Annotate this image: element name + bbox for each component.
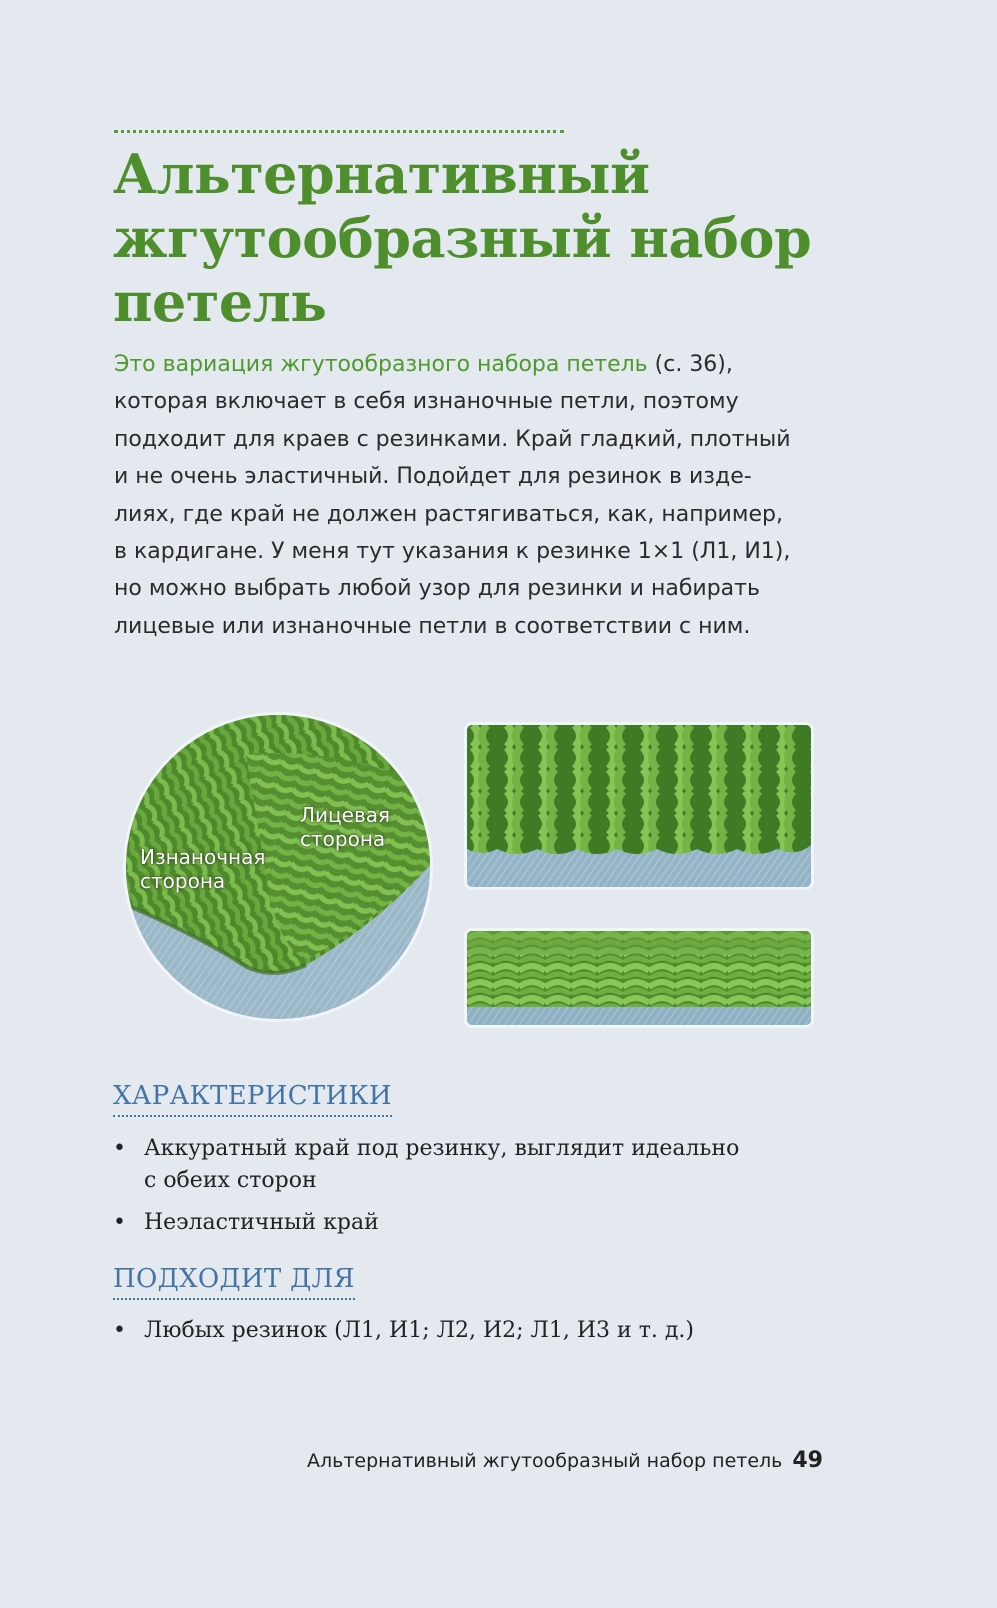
title-line: жгутообразный набор <box>113 206 812 270</box>
ribbing-front-photo <box>464 722 814 890</box>
edge-view-image <box>467 931 811 1025</box>
intro-line: и не очень эластичный. Подойдет для резинок в изде- <box>114 464 752 490</box>
bullet-icon: • <box>113 1318 126 1343</box>
label-line: Лицевая <box>300 803 391 827</box>
intro-line: которая включает в себя изнаночные петли, поэтому <box>114 389 739 415</box>
intro-paragraph <box>114 346 874 645</box>
suitable-list <box>113 1315 833 1357</box>
label-line: Изнаночная <box>140 845 266 869</box>
running-footer <box>307 1446 823 1476</box>
footer-title: Альтернативный жгутообразный набор петель <box>307 1450 783 1472</box>
intro-line <box>114 346 874 383</box>
ribbing-front-image <box>467 725 811 887</box>
characteristics-list <box>113 1133 833 1249</box>
intro-line: но можно выбрать любой узор для резинки и набирать <box>114 576 760 602</box>
title-line: петель <box>113 270 327 334</box>
list-item <box>113 1315 833 1347</box>
list-item <box>113 1133 833 1197</box>
item-line: Любых резинок (Л1, И1; Л2, И2; Л1, И3 и т. д.) <box>144 1318 694 1343</box>
label-line: сторона <box>140 869 226 893</box>
page-number: 49 <box>792 1448 823 1473</box>
intro-line: в кардигане. У меня тут указания к резинке 1×1 (Л1, И1), <box>114 539 791 565</box>
dotted-rule <box>114 130 564 133</box>
edge-view-photo <box>464 928 814 1028</box>
item-line: Неэластичный край <box>144 1210 379 1235</box>
section-heading-characteristics: ХАРАКТЕРИСТИКИ <box>113 1080 392 1117</box>
item-line: Аккуратный край под резинку, выглядит идеально <box>144 1136 740 1161</box>
section-heading-suitable: ПОДХОДИТ ДЛЯ <box>113 1263 355 1300</box>
label-line: сторона <box>300 827 386 851</box>
intro-line: лицевые или изнаночные петли в соответствии с ним. <box>114 613 751 639</box>
title-line: Альтернативный <box>113 142 650 206</box>
intro-line: подходит для краев с резинками. Край гладкий, плотный <box>114 426 791 452</box>
bullet-icon: • <box>113 1136 126 1161</box>
item-line: с обеих сторон <box>144 1168 317 1193</box>
intro-highlight: Это вариация жгутообразного набора петель <box>114 352 648 377</box>
intro-ref: (с. 36), <box>647 352 733 377</box>
list-item <box>113 1207 833 1239</box>
intro-line: лиях, где край не должен растягиваться, как, например, <box>114 501 783 527</box>
photo-label-purl <box>140 845 265 893</box>
photo-label-face <box>300 803 390 851</box>
knit-closeup-photo <box>123 712 433 1022</box>
bullet-icon: • <box>113 1210 126 1235</box>
page-title <box>113 142 913 334</box>
